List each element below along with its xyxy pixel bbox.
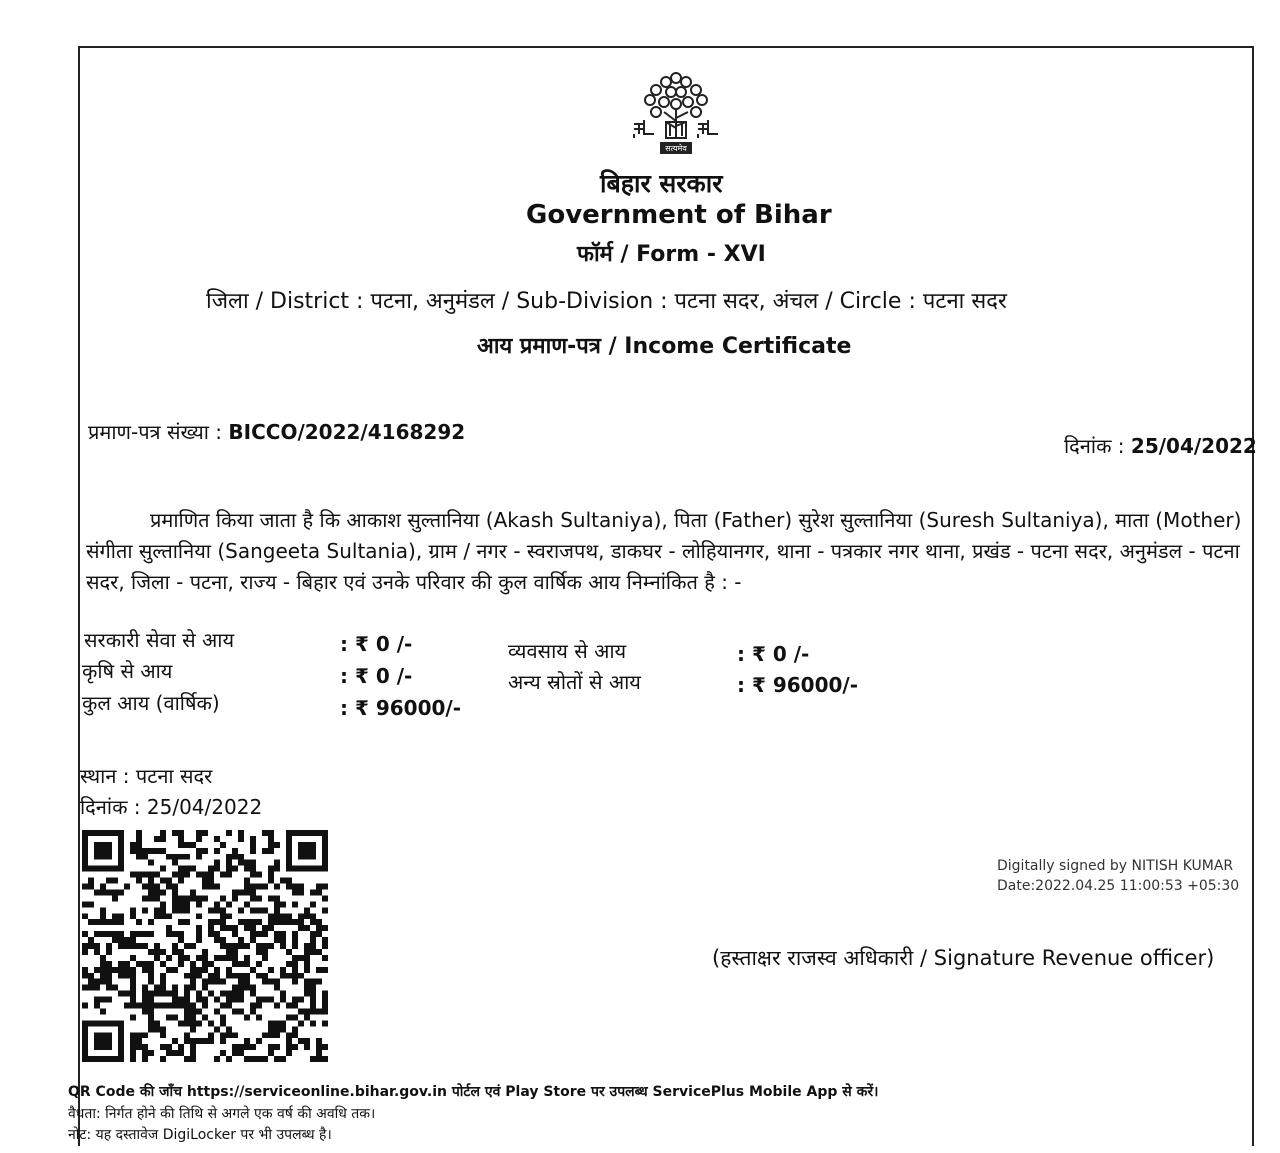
footer-note: नोट: यह दस्तावेज DigiLocker पर भी उपलब्ध है। [68,1127,332,1143]
certificate-type: आय प्रमाण-पत्र / Income Certificate [477,334,852,359]
certificate-date-label: दिनांक : [1064,434,1125,458]
certificate-number-label: प्रमाण-पत्र संख्या : [88,420,223,444]
header-hindi-title: बिहार सरकार [600,169,723,198]
certificate-date [1064,432,1257,459]
location-line: जिला / District : पटना, अनुमंडल / Sub-Division : पटना सदर, अंचल / Circle : पटना सदर [206,289,1007,314]
digital-signature-signer: Digitally signed by NITISH KUMAR [997,858,1234,874]
signature-label: (हस्ताक्षर राजस्व अधिकारी / Signature Revenue officer) [712,946,1215,970]
bihar-emblem-icon [626,66,726,162]
other-income-label: अन्य स्रोतों से आय [508,670,641,694]
qr-code [82,830,328,1062]
other-income-value: : ₹ 96000/- [737,673,859,697]
total-income-value: : ₹ 96000/- [340,696,462,720]
certificate-body [86,505,1266,598]
business-income-value: : ₹ 0 /- [737,642,810,666]
place: स्थान : पटना सदर [80,764,213,788]
certificate-body-text: प्रमाणित किया जाता है कि आकाश सुल्तानिया (Akash Sultaniya), पिता (Father) सुरेश सुल्तानिया (Suresh Sultaniya), माता (Mother) संगीता सुल्तानिया (Sangeeta Sultania), ग्राम / नगर - स्वराजपथ, डाकघर - लोहियानगर, थाना - पत्रकार नगर थाना, प्रखंड - पटना सदर, अनुमंडल - पटना सदर, जिला - पटना, राज्य - बिहार एवं उनके परिवार की कुल वार्षिक आय निम्नांकित है : - [86,508,1242,594]
footer-qr-note: QR Code की जाँच https://serviceonline.bihar.gov.in पोर्टल एवं Play Store पर उपलब्ध ServicePlus Mobile App से करें। [68,1084,879,1100]
govt-income-value: : ₹ 0 /- [340,632,413,656]
govt-income-label: सरकारी सेवा से आय [84,628,235,652]
digital-signature-date: Date:2022.04.25 11:00:53 +05:30 [997,878,1240,894]
certificate-date-value: 25/04/2022 [1130,434,1257,458]
header-english-title: Government of Bihar [526,200,832,230]
total-income-label: कुल आय (वार्षिक) [82,691,220,715]
footer-validity: वैधता: निर्गत होने की तिथि से अगले एक वर्ष की अवधि तक। [68,1106,376,1122]
certificate-number [88,418,465,445]
issue-date: दिनांक : 25/04/2022 [80,795,263,819]
agri-income-label: कृषि से आय [82,659,173,683]
emblem-motto: सत्यमेव [665,144,687,153]
certificate-number-value: BICCO/2022/4168292 [228,420,466,444]
digital-signature [997,856,1239,896]
form-number: फॉर्म / Form - XVI [577,242,766,267]
business-income-label: व्यवसाय से आय [508,639,627,663]
agri-income-value: : ₹ 0 /- [340,664,413,688]
